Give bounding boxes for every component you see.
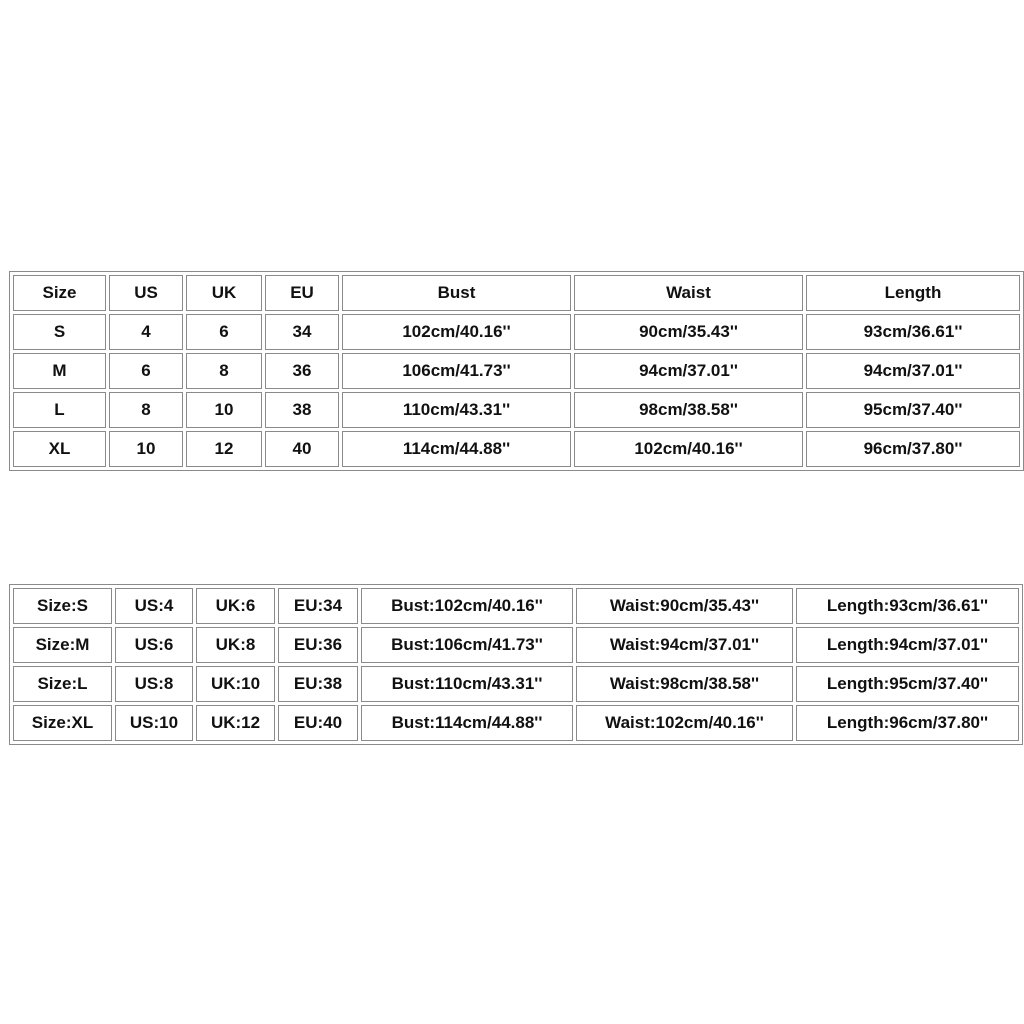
table-cell: 96cm/37.80''	[806, 431, 1020, 467]
table-cell: Waist:94cm/37.01''	[576, 627, 793, 663]
table-cell: S	[13, 314, 106, 350]
table-cell: 114cm/44.88''	[342, 431, 571, 467]
table-cell: Waist:98cm/38.58''	[576, 666, 793, 702]
table-cell: 102cm/40.16''	[574, 431, 803, 467]
table-cell: 94cm/37.01''	[806, 353, 1020, 389]
table-cell: 40	[265, 431, 339, 467]
header-uk: UK	[186, 275, 262, 311]
header-us: US	[109, 275, 183, 311]
table-cell: 110cm/43.31''	[342, 392, 571, 428]
table-cell: 34	[265, 314, 339, 350]
table-cell: UK:12	[196, 705, 275, 741]
table-cell: 102cm/40.16''	[342, 314, 571, 350]
table-cell: 10	[109, 431, 183, 467]
table-cell: Length:96cm/37.80''	[796, 705, 1019, 741]
header-size: Size	[13, 275, 106, 311]
table-cell: Length:95cm/37.40''	[796, 666, 1019, 702]
table-cell: Bust:114cm/44.88''	[361, 705, 573, 741]
table-row	[13, 431, 1020, 467]
table-cell: L	[13, 392, 106, 428]
table-cell: 10	[186, 392, 262, 428]
table-row	[13, 353, 1020, 389]
table-cell: EU:36	[278, 627, 358, 663]
table-cell: 8	[109, 392, 183, 428]
table-cell: M	[13, 353, 106, 389]
table-cell: 4	[109, 314, 183, 350]
table-cell: Length:93cm/36.61''	[796, 588, 1019, 624]
table-row	[13, 666, 1019, 702]
table-cell: US:4	[115, 588, 193, 624]
table-cell: Length:94cm/37.01''	[796, 627, 1019, 663]
table-cell: Waist:102cm/40.16''	[576, 705, 793, 741]
table-cell: Waist:90cm/35.43''	[576, 588, 793, 624]
size-chart-table	[9, 271, 1024, 471]
table-cell: 95cm/37.40''	[806, 392, 1020, 428]
header-bust: Bust	[342, 275, 571, 311]
table-cell: 98cm/38.58''	[574, 392, 803, 428]
table-cell: XL	[13, 431, 106, 467]
table-row	[13, 627, 1019, 663]
table-cell: UK:10	[196, 666, 275, 702]
table-cell: Size:XL	[13, 705, 112, 741]
table-cell: Bust:106cm/41.73''	[361, 627, 573, 663]
table-cell: Size:S	[13, 588, 112, 624]
table-cell: 8	[186, 353, 262, 389]
header-eu: EU	[265, 275, 339, 311]
table-cell: Bust:102cm/40.16''	[361, 588, 573, 624]
table-cell: UK:8	[196, 627, 275, 663]
table-cell: Bust:110cm/43.31''	[361, 666, 573, 702]
table-row	[13, 314, 1020, 350]
table-cell: 93cm/36.61''	[806, 314, 1020, 350]
table-cell: 36	[265, 353, 339, 389]
table-row	[13, 588, 1019, 624]
table-cell: US:8	[115, 666, 193, 702]
table-cell: US:6	[115, 627, 193, 663]
table-cell: 38	[265, 392, 339, 428]
table-cell: Size:L	[13, 666, 112, 702]
table-cell: 12	[186, 431, 262, 467]
header-waist: Waist	[574, 275, 803, 311]
table-cell: 6	[186, 314, 262, 350]
table-cell: UK:6	[196, 588, 275, 624]
table-row	[13, 392, 1020, 428]
table-cell: US:10	[115, 705, 193, 741]
size-chart-labeled-table	[9, 584, 1023, 745]
header-length: Length	[806, 275, 1020, 311]
table-row	[13, 705, 1019, 741]
table-cell: 90cm/35.43''	[574, 314, 803, 350]
table-cell: EU:38	[278, 666, 358, 702]
table-cell: 6	[109, 353, 183, 389]
table-cell: 94cm/37.01''	[574, 353, 803, 389]
table-cell: Size:M	[13, 627, 112, 663]
table-header-row	[13, 275, 1020, 311]
table-cell: EU:40	[278, 705, 358, 741]
table-cell: EU:34	[278, 588, 358, 624]
table-cell: 106cm/41.73''	[342, 353, 571, 389]
